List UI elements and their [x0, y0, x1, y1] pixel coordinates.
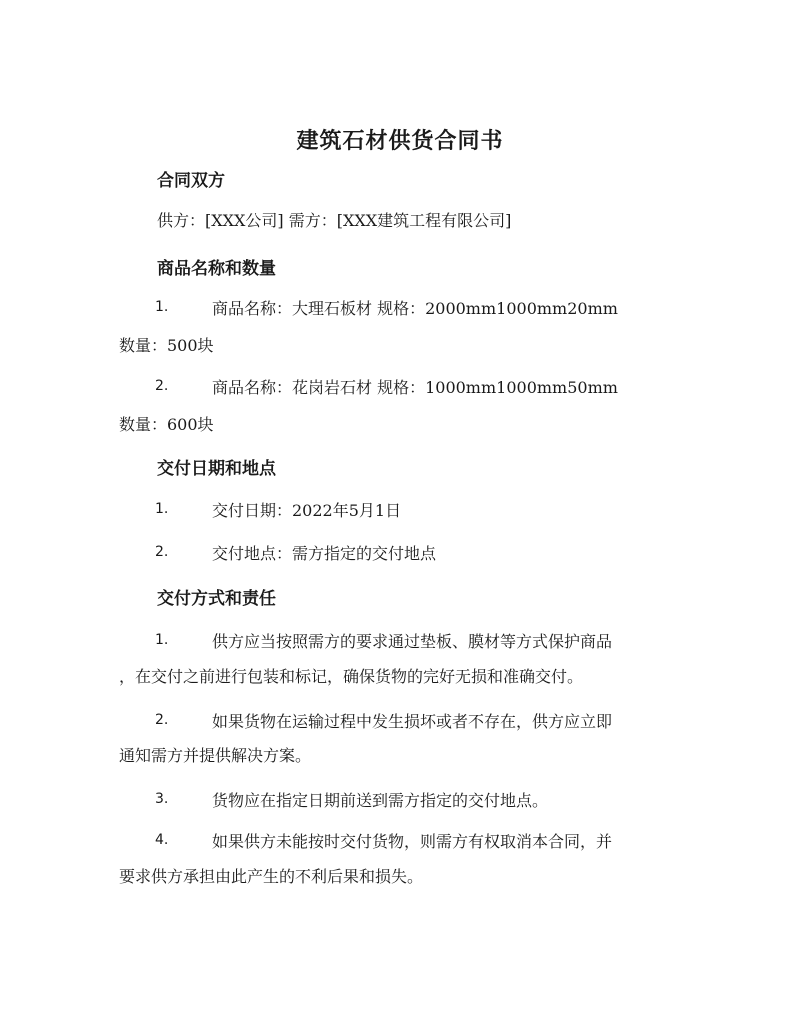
- item-number: 1.: [155, 299, 169, 315]
- item-number: 1.: [155, 501, 169, 517]
- item-number: 4.: [155, 832, 169, 848]
- goods-item-quantity: 数量：600块: [119, 415, 214, 434]
- parties-text: 供方：[XXX公司] 需方：[XXX建筑工程有限公司]: [157, 211, 512, 230]
- goods-item-text: 商品名称：花岗岩石材 规格：1000mm1000mm50mm: [212, 378, 618, 397]
- delivery-date-text: 交付日期：2022年5月1日: [212, 501, 402, 520]
- delivery-location-text: 交付地点：需方指定的交付地点: [212, 544, 437, 563]
- item-number: 2.: [155, 712, 169, 728]
- item-number: 3.: [155, 791, 169, 807]
- section-heading-responsibility: 交付方式和责任: [157, 589, 276, 609]
- goods-item-quantity: 数量：500块: [119, 336, 214, 355]
- goods-item-text: 商品名称：大理石板材 规格：2000mm1000mm20mm: [212, 299, 618, 318]
- responsibility-item-continuation: ，在交付之前进行包装和标记，确保货物的完好无损和准确交付。: [119, 667, 584, 686]
- section-heading-delivery: 交付日期和地点: [157, 459, 276, 479]
- responsibility-item-text: 货物应在指定日期前送到需方指定的交付地点。: [212, 791, 549, 810]
- section-heading-parties: 合同双方: [157, 171, 225, 191]
- responsibility-item-continuation: 要求供方承担由此产生的不利后果和损失。: [119, 867, 424, 886]
- responsibility-item-continuation: 通知需方并提供解决方案。: [119, 746, 312, 765]
- item-number: 2.: [155, 378, 169, 394]
- responsibility-item-text: 如果货物在运输过程中发生损坏或者不存在，供方应立即: [212, 712, 613, 731]
- responsibility-item-text: 供方应当按照需方的要求通过垫板、膜材等方式保护商品: [212, 632, 613, 651]
- responsibility-item-text: 如果供方未能按时交付货物，则需方有权取消本合同，并: [212, 832, 613, 851]
- item-number: 2.: [155, 544, 169, 560]
- item-number: 1.: [155, 632, 169, 648]
- page-title: 建筑石材供货合同书: [296, 128, 504, 154]
- section-heading-goods: 商品名称和数量: [157, 259, 276, 279]
